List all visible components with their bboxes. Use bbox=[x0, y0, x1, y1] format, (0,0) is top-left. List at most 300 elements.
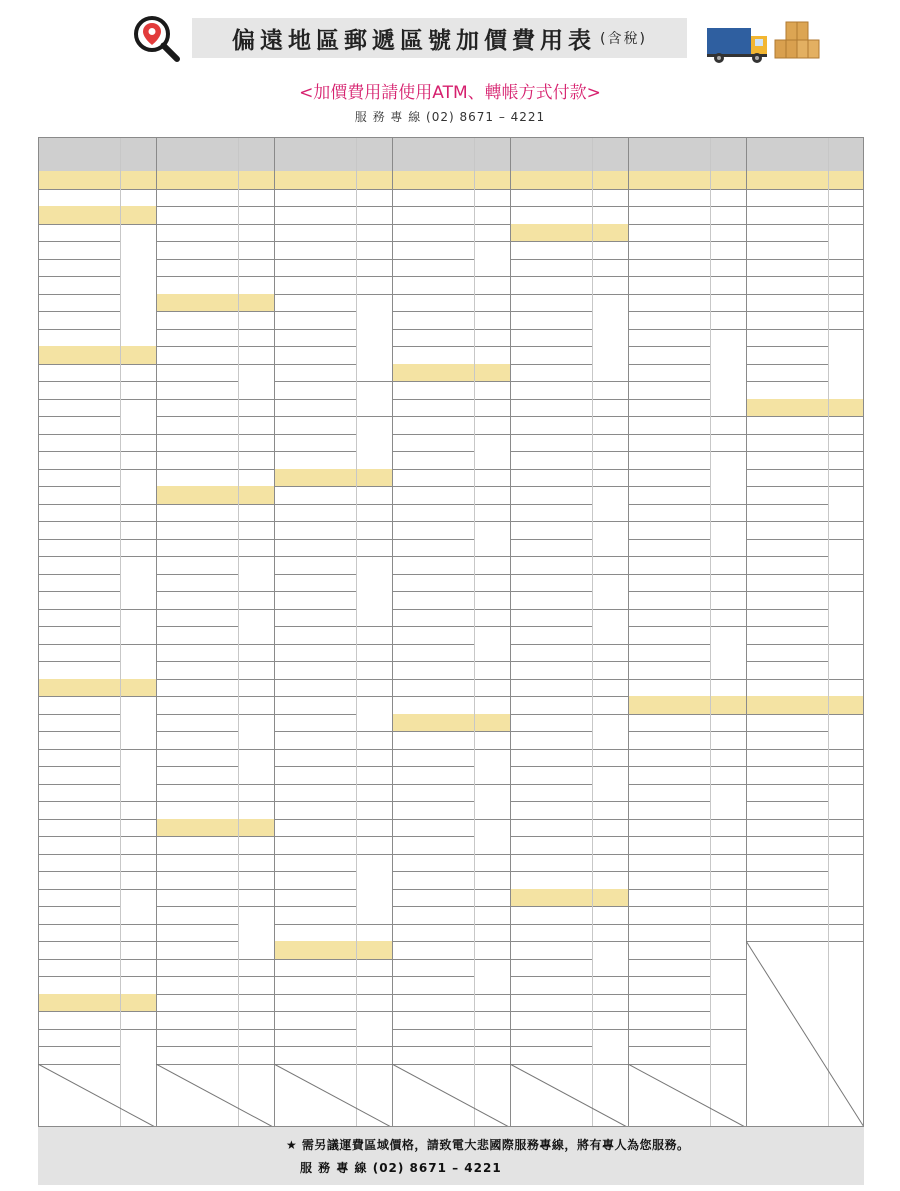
surcharge-price bbox=[828, 906, 864, 924]
postal-area bbox=[156, 241, 238, 259]
postal-area bbox=[628, 609, 710, 627]
postal-area bbox=[156, 1029, 238, 1047]
postal-area bbox=[274, 976, 356, 994]
postal-area bbox=[628, 941, 710, 959]
postal-area bbox=[274, 259, 356, 277]
postal-area bbox=[628, 1011, 710, 1029]
surcharge-price bbox=[356, 381, 392, 416]
surcharge-price bbox=[710, 784, 746, 819]
surcharge-price bbox=[120, 381, 156, 399]
postal-area bbox=[628, 486, 710, 504]
surcharge-price bbox=[592, 749, 628, 767]
surcharge-price bbox=[828, 259, 864, 277]
postal-area bbox=[156, 399, 238, 417]
postal-area bbox=[746, 259, 828, 277]
surcharge-price bbox=[474, 416, 510, 434]
postal-area bbox=[156, 941, 238, 959]
surcharge-price bbox=[238, 609, 274, 644]
postal-area bbox=[38, 574, 120, 592]
postal-area bbox=[746, 486, 828, 504]
postal-area bbox=[274, 626, 356, 644]
surcharge-price bbox=[120, 451, 156, 469]
postal-area bbox=[628, 451, 710, 469]
postal-area bbox=[392, 644, 474, 662]
region-header bbox=[38, 346, 156, 364]
surcharge-price bbox=[710, 994, 746, 1029]
region-header bbox=[510, 889, 628, 907]
surcharge-price bbox=[238, 259, 274, 277]
surcharge-price bbox=[828, 189, 864, 207]
surcharge-price bbox=[238, 644, 274, 662]
column-divider bbox=[710, 137, 711, 1127]
postal-area bbox=[274, 766, 356, 784]
surcharge-price bbox=[828, 486, 864, 521]
postal-area bbox=[510, 206, 592, 224]
postal-area bbox=[510, 854, 592, 872]
postal-area bbox=[628, 994, 710, 1012]
postal-area bbox=[38, 294, 120, 312]
surcharge-price bbox=[356, 959, 392, 977]
surcharge-price bbox=[474, 959, 510, 994]
postal-area bbox=[274, 556, 356, 574]
col-header-price bbox=[828, 137, 864, 171]
postal-area bbox=[746, 539, 828, 557]
postal-area bbox=[274, 486, 356, 504]
column-divider bbox=[628, 137, 629, 1127]
postal-area bbox=[38, 311, 120, 329]
surcharge-price bbox=[356, 661, 392, 679]
col-header-price bbox=[474, 137, 510, 171]
empty-cell-slash bbox=[746, 941, 864, 1127]
postal-area bbox=[628, 854, 710, 872]
postal-area bbox=[628, 224, 710, 242]
postal-area bbox=[746, 714, 828, 732]
surcharge-price bbox=[238, 521, 274, 539]
postal-area bbox=[274, 644, 356, 662]
postal-area bbox=[156, 609, 238, 627]
surcharge-price bbox=[356, 416, 392, 469]
surcharge-price bbox=[710, 906, 746, 924]
region-header bbox=[510, 224, 628, 242]
postal-area bbox=[38, 941, 120, 959]
postal-area bbox=[274, 696, 356, 714]
postal-area bbox=[628, 679, 710, 697]
postal-area bbox=[156, 521, 238, 539]
postal-area bbox=[38, 416, 120, 434]
postal-area bbox=[510, 399, 592, 417]
postal-area bbox=[628, 434, 710, 452]
surcharge-price bbox=[592, 871, 628, 889]
surcharge-price bbox=[474, 434, 510, 469]
postal-area bbox=[628, 294, 710, 312]
col-header-price bbox=[710, 137, 746, 171]
postal-area bbox=[392, 224, 474, 242]
empty-cell-slash bbox=[156, 1064, 274, 1128]
surcharge-price bbox=[238, 241, 274, 259]
postal-area bbox=[38, 486, 120, 504]
region-header bbox=[392, 714, 510, 732]
postal-area bbox=[510, 626, 592, 644]
surcharge-price bbox=[474, 889, 510, 907]
surcharge-price bbox=[828, 469, 864, 487]
surcharge-price bbox=[120, 644, 156, 679]
postal-area bbox=[38, 259, 120, 277]
postal-area bbox=[274, 889, 356, 907]
region-header bbox=[38, 171, 156, 189]
surcharge-price bbox=[474, 784, 510, 819]
surcharge-price bbox=[592, 364, 628, 382]
postal-area bbox=[274, 924, 356, 942]
postal-area bbox=[510, 556, 592, 574]
postal-area bbox=[628, 749, 710, 767]
postal-area bbox=[746, 766, 828, 784]
postal-area bbox=[38, 1046, 120, 1064]
region-header bbox=[746, 696, 864, 714]
postal-area bbox=[274, 871, 356, 889]
postal-area bbox=[392, 661, 474, 679]
postal-area bbox=[274, 679, 356, 697]
postal-area bbox=[746, 591, 828, 609]
postal-area bbox=[274, 731, 356, 749]
title-box bbox=[192, 18, 687, 58]
surcharge-price bbox=[238, 591, 274, 609]
postal-area bbox=[510, 661, 592, 679]
postal-area bbox=[510, 924, 592, 942]
surcharge-price bbox=[828, 766, 864, 784]
postal-area bbox=[392, 941, 474, 959]
surcharge-price bbox=[238, 749, 274, 784]
postal-area bbox=[38, 521, 120, 539]
postal-area bbox=[510, 714, 592, 732]
col-header-postal bbox=[156, 137, 238, 171]
postal-area bbox=[392, 486, 474, 504]
surcharge-price bbox=[828, 416, 864, 434]
postal-area bbox=[38, 364, 120, 382]
postal-area bbox=[392, 556, 474, 574]
postal-area bbox=[156, 574, 238, 592]
boxes-icon bbox=[775, 22, 819, 58]
region-header bbox=[38, 206, 156, 224]
region-header bbox=[156, 486, 274, 504]
col-header-postal bbox=[274, 137, 356, 171]
region-header bbox=[156, 171, 274, 189]
postal-area bbox=[510, 521, 592, 539]
postal-area bbox=[746, 451, 828, 469]
postal-area bbox=[274, 206, 356, 224]
surcharge-price bbox=[356, 749, 392, 767]
surcharge-price bbox=[592, 206, 628, 224]
postal-area bbox=[746, 434, 828, 452]
postal-area bbox=[628, 521, 710, 539]
postal-area bbox=[156, 976, 238, 994]
region-header bbox=[38, 679, 156, 697]
postal-area bbox=[628, 206, 710, 224]
postal-area bbox=[38, 556, 120, 574]
postal-area bbox=[510, 189, 592, 207]
postal-area bbox=[156, 854, 238, 872]
postal-area bbox=[510, 871, 592, 889]
postal-area bbox=[38, 819, 120, 837]
postal-area bbox=[628, 311, 710, 329]
postal-area bbox=[392, 609, 474, 627]
postal-area bbox=[392, 1011, 474, 1029]
postal-area bbox=[156, 626, 238, 644]
surcharge-price bbox=[238, 329, 274, 347]
postal-area bbox=[156, 329, 238, 347]
surcharge-price bbox=[238, 206, 274, 224]
postal-area bbox=[628, 381, 710, 399]
postal-area bbox=[38, 959, 120, 977]
postal-area bbox=[392, 276, 474, 294]
surcharge-price bbox=[710, 714, 746, 732]
surcharge-price bbox=[592, 574, 628, 609]
surcharge-price bbox=[828, 539, 864, 574]
empty-cell-slash bbox=[510, 1064, 628, 1128]
surcharge-price bbox=[238, 189, 274, 207]
postal-area bbox=[510, 801, 592, 819]
surcharge-price bbox=[238, 556, 274, 591]
postal-area bbox=[628, 276, 710, 294]
surcharge-price bbox=[592, 941, 628, 976]
postal-area bbox=[274, 294, 356, 312]
postal-area bbox=[156, 381, 238, 399]
surcharge-price bbox=[828, 924, 864, 942]
postal-area bbox=[392, 189, 474, 207]
postal-area bbox=[746, 346, 828, 364]
surcharge-price bbox=[592, 469, 628, 487]
postal-area bbox=[38, 784, 120, 802]
column-divider bbox=[356, 137, 357, 1127]
postal-area bbox=[628, 871, 710, 889]
surcharge-price bbox=[710, 189, 746, 207]
postal-area bbox=[156, 924, 238, 942]
region-header bbox=[274, 469, 392, 487]
region-header bbox=[628, 696, 746, 714]
postal-area bbox=[392, 994, 474, 1012]
surcharge-price bbox=[474, 696, 510, 714]
postal-area bbox=[274, 574, 356, 592]
surcharge-price bbox=[710, 206, 746, 224]
postal-area bbox=[510, 591, 592, 609]
postal-area bbox=[274, 346, 356, 364]
postal-area bbox=[274, 1029, 356, 1047]
col-header-price bbox=[120, 137, 156, 171]
region-header bbox=[274, 171, 392, 189]
postal-area bbox=[510, 696, 592, 714]
postal-area bbox=[38, 381, 120, 399]
surcharge-price bbox=[120, 609, 156, 644]
postal-area bbox=[156, 959, 238, 977]
surcharge-price bbox=[828, 224, 864, 259]
postal-area bbox=[38, 329, 120, 347]
surcharge-price bbox=[592, 714, 628, 749]
surcharge-price bbox=[120, 521, 156, 539]
surcharge-price bbox=[238, 801, 274, 819]
postal-area bbox=[38, 749, 120, 767]
surcharge-price bbox=[828, 206, 864, 224]
postal-area bbox=[392, 626, 474, 644]
column-divider bbox=[274, 137, 275, 1127]
empty-cell-slash bbox=[628, 1064, 746, 1128]
postal-area bbox=[38, 801, 120, 819]
region-header bbox=[746, 399, 864, 417]
surcharge-price bbox=[474, 749, 510, 784]
postal-area bbox=[392, 959, 474, 977]
postal-area bbox=[392, 749, 474, 767]
postal-area bbox=[510, 311, 592, 329]
postal-area bbox=[510, 329, 592, 347]
postal-area bbox=[392, 801, 474, 819]
surcharge-price bbox=[828, 749, 864, 767]
col-header-postal bbox=[510, 137, 592, 171]
postal-area bbox=[38, 696, 120, 714]
postal-area bbox=[628, 784, 710, 802]
postal-area bbox=[628, 819, 710, 837]
postal-area bbox=[274, 661, 356, 679]
postal-area bbox=[392, 731, 474, 749]
postal-area bbox=[156, 346, 238, 364]
postal-area bbox=[746, 416, 828, 434]
surcharge-price bbox=[592, 486, 628, 521]
surcharge-price bbox=[356, 994, 392, 1012]
surcharge-price bbox=[356, 259, 392, 277]
postal-area bbox=[156, 206, 238, 224]
surcharge-price bbox=[710, 924, 746, 959]
surcharge-price bbox=[474, 311, 510, 329]
postal-area bbox=[746, 609, 828, 627]
surcharge-price bbox=[474, 924, 510, 942]
postal-area bbox=[746, 574, 828, 592]
postal-area bbox=[274, 784, 356, 802]
postal-area bbox=[156, 731, 238, 749]
postal-area bbox=[274, 959, 356, 977]
postal-area bbox=[392, 329, 474, 347]
postal-area bbox=[510, 381, 592, 399]
page-title-suffix: (含稅) bbox=[600, 31, 647, 47]
postal-area bbox=[510, 504, 592, 522]
postal-area bbox=[510, 976, 592, 994]
surcharge-price bbox=[828, 434, 864, 452]
postal-area bbox=[274, 591, 356, 609]
postal-area bbox=[156, 276, 238, 294]
surcharge-price bbox=[592, 434, 628, 452]
surcharge-price bbox=[356, 731, 392, 749]
surcharge-price bbox=[474, 399, 510, 417]
postal-area bbox=[628, 889, 710, 907]
surcharge-price bbox=[710, 626, 746, 679]
postal-area bbox=[156, 224, 238, 242]
postal-area bbox=[38, 766, 120, 784]
postal-area bbox=[392, 766, 474, 784]
column-divider bbox=[474, 137, 475, 1127]
postal-area bbox=[392, 521, 474, 539]
postal-area bbox=[156, 766, 238, 784]
region-header bbox=[746, 171, 864, 189]
surcharge-price bbox=[710, 1029, 746, 1064]
surcharge-price bbox=[592, 399, 628, 417]
surcharge-price bbox=[710, 521, 746, 556]
postal-area bbox=[628, 364, 710, 382]
postal-area bbox=[38, 539, 120, 557]
surcharge-price bbox=[356, 766, 392, 784]
surcharge-price bbox=[592, 556, 628, 574]
postal-area bbox=[628, 661, 710, 679]
surcharge-price bbox=[474, 381, 510, 399]
header bbox=[0, 0, 900, 135]
postal-area bbox=[274, 801, 356, 819]
postal-area bbox=[510, 959, 592, 977]
region-header bbox=[156, 294, 274, 312]
surcharge-price bbox=[474, 994, 510, 1012]
postal-area bbox=[156, 539, 238, 557]
surcharge-price bbox=[238, 679, 274, 697]
postal-area bbox=[628, 906, 710, 924]
surcharge-price bbox=[120, 854, 156, 872]
postal-area bbox=[392, 469, 474, 487]
postal-area bbox=[392, 591, 474, 609]
postal-area bbox=[392, 836, 474, 854]
postal-area bbox=[628, 539, 710, 557]
surcharge-price bbox=[474, 626, 510, 661]
postal-area bbox=[746, 871, 828, 889]
postal-area bbox=[746, 469, 828, 487]
postal-area bbox=[274, 451, 356, 469]
postal-area bbox=[156, 504, 238, 522]
region-header bbox=[156, 819, 274, 837]
postal-area bbox=[510, 941, 592, 959]
surcharge-price bbox=[238, 1046, 274, 1064]
surcharge-price bbox=[710, 556, 746, 574]
surcharge-price bbox=[356, 1011, 392, 1046]
postal-area bbox=[746, 189, 828, 207]
postal-area bbox=[392, 906, 474, 924]
postal-area bbox=[274, 539, 356, 557]
postal-area bbox=[274, 994, 356, 1012]
postal-area bbox=[392, 976, 474, 994]
postal-area bbox=[510, 609, 592, 627]
postal-area bbox=[392, 1046, 474, 1064]
postal-area bbox=[392, 346, 474, 364]
postal-area bbox=[156, 714, 238, 732]
postal-area bbox=[510, 1011, 592, 1029]
postal-area bbox=[38, 976, 120, 994]
surcharge-price bbox=[474, 906, 510, 924]
page-title: 偏遠地區郵遞區號加價費用表 bbox=[232, 27, 597, 54]
postal-area bbox=[746, 749, 828, 767]
postal-area bbox=[746, 801, 828, 819]
postal-area bbox=[274, 364, 356, 382]
postal-area bbox=[392, 924, 474, 942]
postal-area bbox=[510, 486, 592, 504]
postal-area bbox=[156, 801, 238, 819]
postal-area bbox=[510, 679, 592, 697]
postal-area bbox=[510, 1046, 592, 1064]
postal-area bbox=[392, 696, 474, 714]
postal-area bbox=[274, 836, 356, 854]
postal-area bbox=[38, 714, 120, 732]
column-divider bbox=[392, 137, 393, 1127]
surcharge-price bbox=[238, 714, 274, 749]
surcharge-price bbox=[474, 854, 510, 872]
surcharge-price bbox=[356, 241, 392, 259]
surcharge-price bbox=[356, 294, 392, 382]
postal-area bbox=[156, 749, 238, 767]
surcharge-price bbox=[474, 241, 510, 276]
surcharge-price bbox=[356, 1046, 392, 1064]
postal-area bbox=[274, 224, 356, 242]
postal-area bbox=[156, 416, 238, 434]
postal-area bbox=[156, 784, 238, 802]
